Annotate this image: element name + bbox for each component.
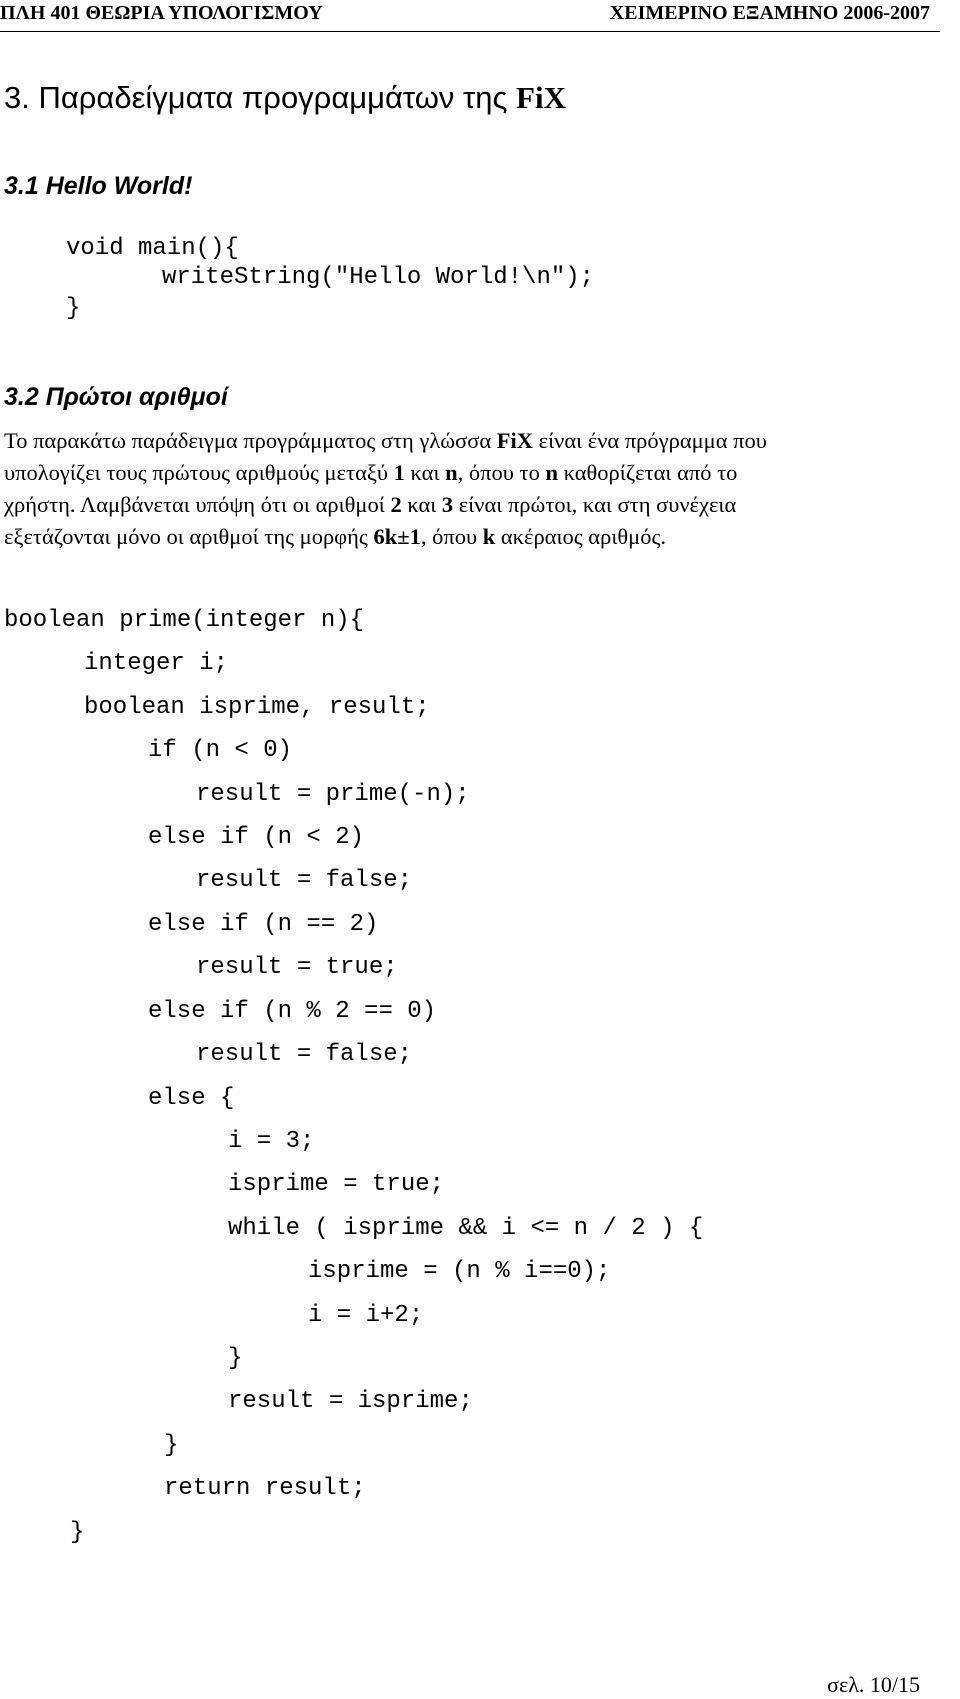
- prime-code-line: }: [164, 1432, 179, 1459]
- hello-code-line: }: [66, 295, 81, 322]
- prime-code-line: boolean isprime, result;: [84, 694, 430, 721]
- prime-code-line: isprime = true;: [228, 1171, 445, 1198]
- section-title-text: 3. Παραδείγματα προγραμμάτων της: [4, 80, 517, 115]
- prime-code-line: result = false;: [196, 1041, 413, 1068]
- paragraph-line: εξετάζονται μόνο οι αριθμοί της μορφής 6k±1, όπου k ακέραιος αριθμός.: [4, 524, 666, 549]
- page-number: σελ. 10/15: [827, 1672, 920, 1697]
- header-rule: [0, 31, 940, 32]
- prime-code-line: }: [70, 1519, 85, 1546]
- subsection-title-hello: 3.1 Hello World!: [4, 172, 193, 200]
- prime-code-line: else {: [148, 1085, 235, 1112]
- paragraph-line: υπολογίζει τους πρώτους αριθμούς μεταξύ 1 και n, όπου το n καθορίζεται από το: [4, 460, 738, 485]
- semester-header: ΧΕΙΜΕΡΙΝΟ ΕΞΑΜΗΝΟ 2006-2007: [609, 2, 930, 24]
- prime-code-line: return result;: [164, 1475, 366, 1502]
- prime-code-line: }: [228, 1345, 243, 1372]
- prime-code-line: result = isprime;: [228, 1388, 473, 1415]
- prime-code-line: else if (n % 2 == 0): [148, 998, 437, 1025]
- prime-code-line: result = prime(-n);: [196, 781, 470, 808]
- prime-code-line: i = i+2;: [308, 1302, 424, 1329]
- paragraph-line: Το παρακάτω παράδειγμα προγράμματος στη γλώσσα FiX είναι ένα πρόγραμμα που: [4, 428, 767, 453]
- prime-code-line: if (n < 0): [148, 737, 293, 764]
- subsection-title-primes: 3.2 Πρώτοι αριθμοί: [4, 383, 228, 411]
- prime-code-line: result = false;: [196, 867, 413, 894]
- prime-code-line: boolean prime(integer n){: [4, 607, 365, 634]
- paragraph-line: χρήστη. Λαμβάνεται υπόψη ότι οι αριθμοί 2 και 3 είναι πρώτοι, και στη συνέχεια: [4, 492, 737, 517]
- prime-code-line: while ( isprime && i <= n / 2 ) {: [228, 1215, 704, 1242]
- prime-code-line: else if (n == 2): [148, 911, 379, 938]
- hello-code-line: writeString("Hello World!\n");: [162, 264, 595, 291]
- prime-code-line: integer i;: [84, 650, 229, 677]
- course-header: ΠΛΗ 401 ΘΕΩΡΙΑ ΥΠΟΛΟΓΙΣΜΟΥ: [0, 2, 323, 24]
- prime-code-line: result = true;: [196, 954, 398, 981]
- section-title-fix: FiX: [516, 80, 566, 115]
- prime-code-line: i = 3;: [228, 1128, 315, 1155]
- hello-code-line: void main(){: [66, 235, 239, 262]
- prime-code-line: isprime = (n % i==0);: [308, 1258, 611, 1285]
- section-title: [4, 80, 566, 116]
- prime-code-line: else if (n < 2): [148, 824, 365, 851]
